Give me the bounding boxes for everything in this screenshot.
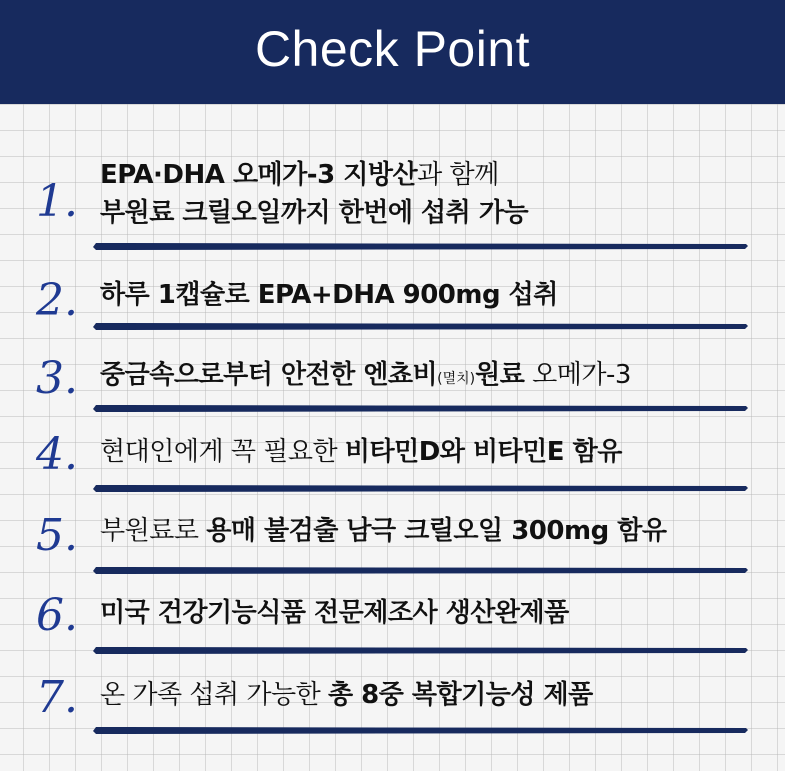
item-text-segment: 원료 <box>475 360 525 390</box>
brush-stroke-divider <box>93 485 748 492</box>
item-number: 5. <box>36 510 78 561</box>
item-text-segment: 중금속으로부터 안전한 엔쵸비 <box>100 360 438 390</box>
brush-stroke-divider <box>93 727 748 734</box>
item-text-segment: 부원료로 <box>100 516 207 546</box>
item-number: 1. <box>36 176 78 227</box>
brush-stroke-divider <box>93 323 748 330</box>
item-text-segment: 용매 불검출 남극 크릴오일 300mg 함유 <box>206 516 667 546</box>
item-text-segment: 하루 1캡슐로 EPA+DHA 900mg 섭취 <box>100 280 558 310</box>
item-number: 7. <box>36 672 78 723</box>
page-title: Check Point <box>254 21 531 77</box>
item-number: 4. <box>36 429 78 480</box>
item-text-segment: 현대인에게 꼭 필요한 <box>100 437 345 467</box>
item-text-segment: 부원료 크릴오일까지 한번에 섭취 가능 <box>100 198 529 228</box>
item-number: 3. <box>36 353 78 404</box>
item-number: 6. <box>36 590 78 641</box>
brush-stroke-divider <box>93 567 748 574</box>
brush-stroke-divider <box>93 647 748 654</box>
item-text-segment: 총 8중 복합기능성 제품 <box>328 680 593 710</box>
item-text-segment: 과 함께 <box>417 160 499 190</box>
item-number: 2. <box>36 275 78 326</box>
item-text-segment: 온 가족 섭취 가능한 <box>100 680 328 710</box>
brush-stroke-divider <box>93 243 748 250</box>
item-text-note: (멸치) <box>437 371 476 387</box>
brush-stroke-divider <box>93 405 748 412</box>
item-text-segment: 비타민D와 비타민E 함유 <box>344 437 622 467</box>
item-text-segment: 오메가-3 <box>524 360 631 390</box>
item-text-segment: EPA·DHA 오메가-3 지방산 <box>100 160 418 190</box>
item-text-segment: 미국 건강기능식품 전문제조사 생산완제품 <box>100 598 569 628</box>
